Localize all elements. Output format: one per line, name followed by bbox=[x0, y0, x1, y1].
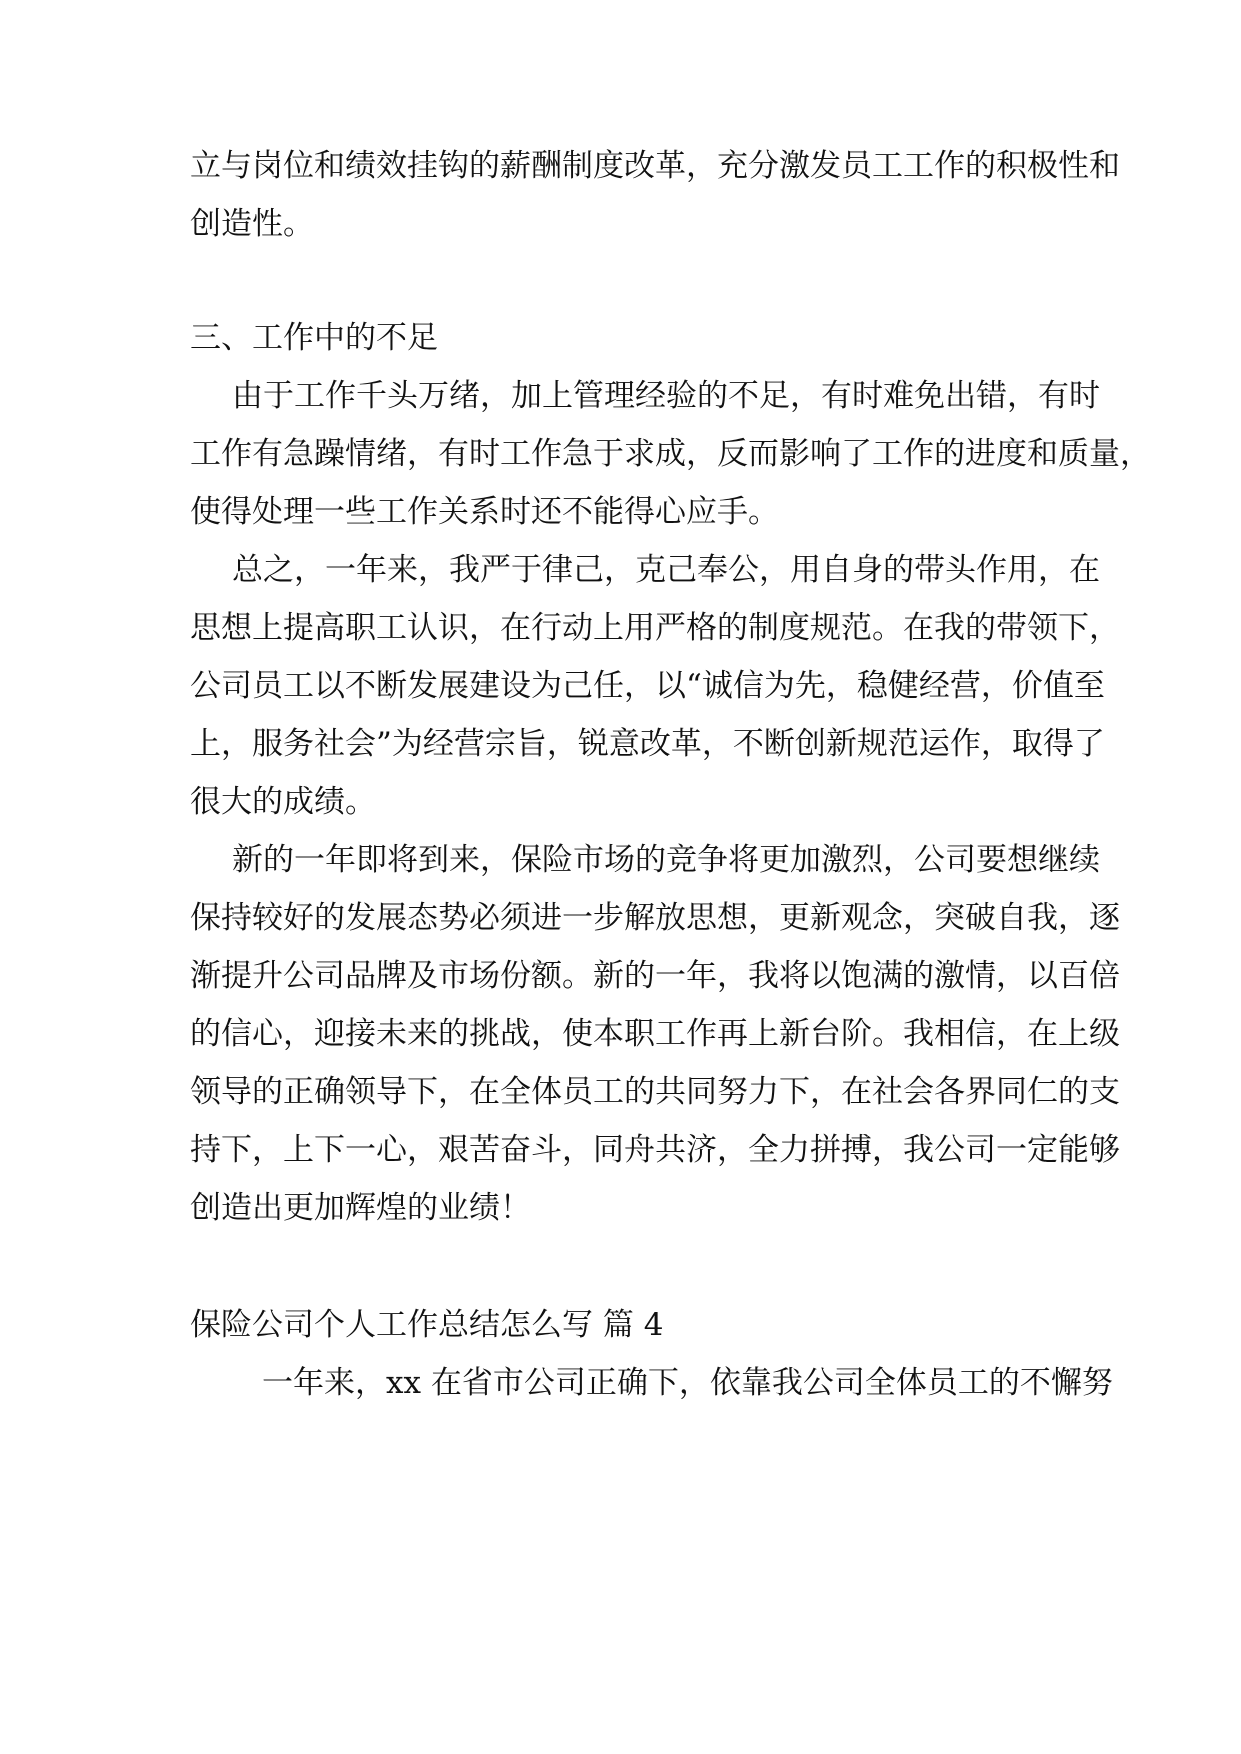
paragraph-line: 创造性。 bbox=[190, 206, 314, 242]
paragraph-line: 立与岗位和绩效挂钩的薪酬制度改革，充分激发员工工作的积极性和 bbox=[190, 148, 1120, 184]
paragraph-line: 由于工作千头万绪，加上管理经验的不足，有时难免出错，有时 bbox=[232, 378, 1100, 414]
paragraph-line: 的信心，迎接未来的挑战，使本职工作再上新台阶。我相信，在上级 bbox=[190, 1016, 1120, 1052]
paragraph-line: 渐提升公司品牌及市场份额。新的一年，我将以饱满的激情，以百倍 bbox=[190, 958, 1120, 994]
section-heading: 三、工作中的不足 bbox=[190, 320, 438, 356]
paragraph-line: 很大的成绩。 bbox=[190, 784, 376, 820]
paragraph-line: 上，服务社会”为经营宗旨，锐意改革，不断创新规范运作，取得了 bbox=[190, 726, 1105, 762]
paragraph-line: 新的一年即将到来，保险市场的竞争将更加激烈，公司要想继续 bbox=[232, 842, 1100, 878]
paragraph-line: 公司员工以不断发展建设为己任，以“诚信为先，稳健经营，价值至 bbox=[190, 668, 1105, 704]
paragraph-line: 创造出更加辉煌的业绩！ bbox=[190, 1190, 531, 1226]
paragraph-line: 总之，一年来，我严于律己，克己奉公，用自身的带头作用，在 bbox=[232, 552, 1100, 588]
paragraph-line: 一年来，xx 在省市公司正确下，依靠我公司全体员工的不懈努 bbox=[262, 1365, 1113, 1401]
paragraph-line: 思想上提高职工认识，在行动上用严格的制度规范。在我的带领下， bbox=[190, 610, 1120, 646]
article-title: 保险公司个人工作总结怎么写 篇 4 bbox=[190, 1307, 664, 1343]
paragraph-line: 领导的正确领导下，在全体员工的共同努力下，在社会各界同仁的支 bbox=[190, 1074, 1120, 1110]
paragraph-line: 保持较好的发展态势必须进一步解放思想，更新观念，突破自我，逐 bbox=[190, 900, 1120, 936]
paragraph-line: 持下，上下一心，艰苦奋斗，同舟共济，全力拼搏，我公司一定能够 bbox=[190, 1132, 1120, 1168]
paragraph-line: 工作有急躁情绪，有时工作急于求成，反而影响了工作的进度和质量， bbox=[190, 436, 1151, 472]
paragraph-line: 使得处理一些工作关系时还不能得心应手。 bbox=[190, 494, 779, 530]
